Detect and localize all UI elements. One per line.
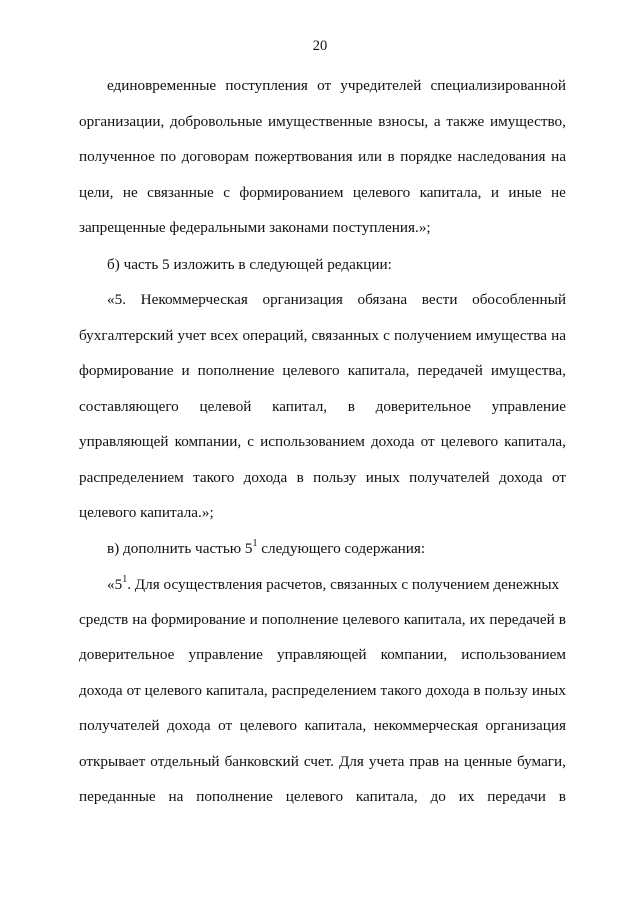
text-line: запрещенные федеральными законами поступления.»; (79, 219, 431, 236)
text-line: единовременные поступления от учредителей специализированной (107, 77, 566, 94)
text-line: «$5^1$. Для осуществления расчетов, связанных с получением денежных (107, 573, 560, 593)
text-line: полученное по договорам пожертвования или в порядке наследования на (79, 148, 566, 165)
text-line: доверительное управление управляющей компании, использованием (79, 646, 566, 663)
text-line: переданные на пополнение целевого капитала, до их передачи в (79, 788, 566, 805)
text-line: формирование и пополнение целевого капитала, передачей имущества, (79, 362, 566, 379)
text-line: б) часть 5 изложить в следующей редакции: (107, 256, 392, 273)
text-line: распределением такого дохода в пользу иных получателей дохода от (79, 469, 566, 486)
text-line: цели, не связанные с формированием целевого капитала, и иные не (79, 184, 566, 201)
text-line: управляющей компании, с использованием дохода от целевого капитала, (79, 433, 566, 450)
text-line: бухгалтерский учет всех операций, связанных с получением имущества на (79, 327, 566, 344)
text-line: в) дополнить частью $5^1$ следующего содержания: (107, 537, 426, 557)
text-line: целевого капитала.»; (79, 504, 214, 521)
page-number: 20 (312, 38, 328, 54)
text-line: дохода от целевого капитала, распределением такого дохода в пользу иных (79, 682, 566, 699)
text-line: составляющего целевой капитал, в доверительное управление (79, 398, 566, 415)
text-line: организации, добровольные имущественные взносы, а также имущество, (79, 113, 566, 130)
text-line: «5. Некоммерческая организация обязана вести обособленный (107, 291, 566, 308)
text-line: получателей дохода от целевого капитала, некоммерческая организация (79, 717, 566, 734)
text-line: средств на формирование и пополнение целевого капитала, их передачей в (79, 611, 566, 628)
text-line: открывает отдельный банковский счет. Для учета прав на ценные бумаги, (79, 753, 566, 770)
